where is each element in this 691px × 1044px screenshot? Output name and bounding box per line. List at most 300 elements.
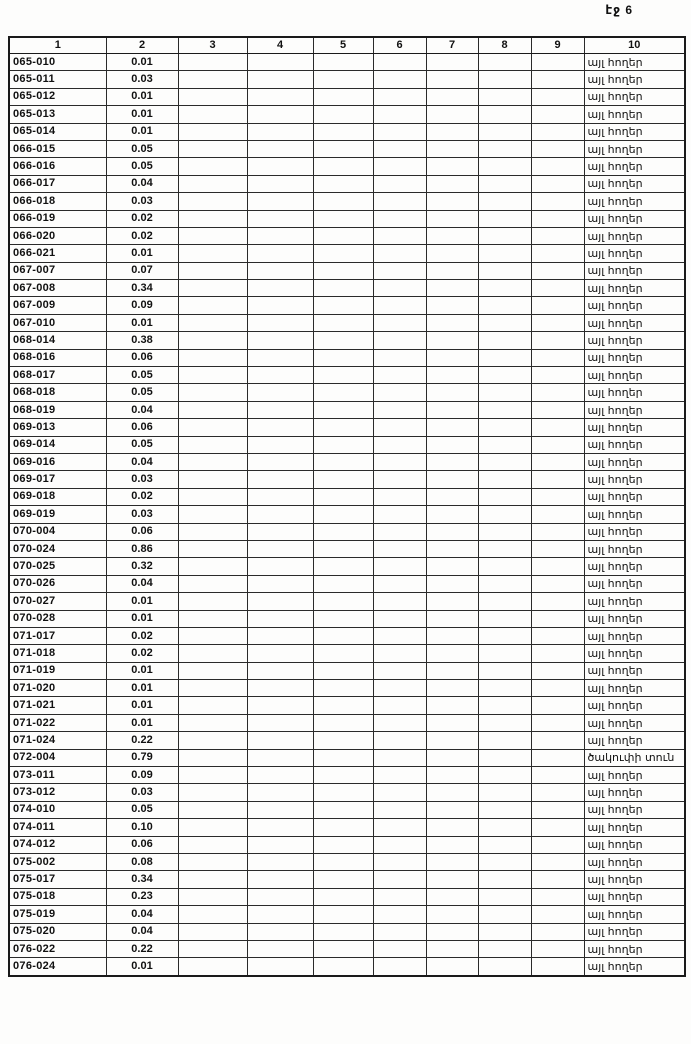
table-row	[9, 749, 685, 766]
land-type-cell: այլ հողեր	[584, 575, 685, 592]
parcel-code-cell: 068-019	[9, 401, 106, 418]
empty-cell	[426, 506, 478, 523]
empty-cell	[247, 193, 313, 210]
empty-cell	[373, 419, 426, 436]
parcel-code-cell: 071-020	[9, 680, 106, 697]
table-row	[9, 419, 685, 436]
empty-cell	[247, 106, 313, 123]
empty-cell	[247, 697, 313, 714]
table-row	[9, 680, 685, 697]
empty-cell	[478, 523, 531, 540]
empty-cell	[313, 593, 373, 610]
empty-cell	[478, 819, 531, 836]
empty-cell	[478, 280, 531, 297]
empty-cell	[478, 349, 531, 366]
empty-cell	[373, 923, 426, 940]
empty-cell	[531, 749, 584, 766]
land-type-cell: այլ հողեր	[584, 349, 685, 366]
area-value-cell: 0.05	[106, 140, 178, 157]
parcel-code-cell: 069-019	[9, 506, 106, 523]
empty-cell	[373, 54, 426, 71]
table-row	[9, 280, 685, 297]
empty-cell	[373, 158, 426, 175]
parcel-code-cell: 070-028	[9, 610, 106, 627]
empty-cell	[531, 540, 584, 557]
table-body	[9, 54, 685, 976]
table-row	[9, 645, 685, 662]
table-row	[9, 923, 685, 940]
empty-cell	[313, 280, 373, 297]
empty-cell	[478, 419, 531, 436]
empty-cell	[313, 819, 373, 836]
empty-cell	[478, 123, 531, 140]
table-row	[9, 958, 685, 976]
empty-cell	[247, 801, 313, 818]
empty-cell	[247, 280, 313, 297]
column-header-4: 4	[247, 37, 313, 54]
empty-cell	[478, 471, 531, 488]
empty-cell	[531, 575, 584, 592]
land-type-cell: այլ հողեր	[584, 680, 685, 697]
empty-cell	[426, 662, 478, 679]
empty-cell	[531, 88, 584, 105]
empty-cell	[247, 906, 313, 923]
column-header-10: 10	[584, 37, 685, 54]
empty-cell	[531, 627, 584, 644]
empty-cell	[531, 888, 584, 905]
empty-cell	[426, 193, 478, 210]
empty-cell	[373, 193, 426, 210]
table-row	[9, 106, 685, 123]
empty-cell	[178, 175, 247, 192]
empty-cell	[247, 175, 313, 192]
empty-cell	[373, 210, 426, 227]
empty-cell	[178, 262, 247, 279]
empty-cell	[531, 349, 584, 366]
empty-cell	[478, 732, 531, 749]
empty-cell	[478, 401, 531, 418]
empty-cell	[247, 714, 313, 731]
empty-cell	[178, 853, 247, 870]
empty-cell	[478, 853, 531, 870]
empty-cell	[178, 662, 247, 679]
area-value-cell: 0.04	[106, 906, 178, 923]
empty-cell	[247, 384, 313, 401]
table-row	[9, 801, 685, 818]
table-row	[9, 697, 685, 714]
empty-cell	[531, 958, 584, 976]
empty-cell	[247, 610, 313, 627]
empty-cell	[426, 280, 478, 297]
empty-cell	[313, 610, 373, 627]
empty-cell	[373, 506, 426, 523]
empty-cell	[373, 836, 426, 853]
parcel-code-cell: 066-018	[9, 193, 106, 210]
empty-cell	[313, 54, 373, 71]
empty-cell	[531, 593, 584, 610]
area-value-cell: 0.86	[106, 540, 178, 557]
empty-cell	[178, 645, 247, 662]
land-type-cell: այլ հողեր	[584, 958, 685, 976]
area-value-cell: 0.03	[106, 193, 178, 210]
empty-cell	[478, 662, 531, 679]
table-row	[9, 871, 685, 888]
area-value-cell: 0.06	[106, 836, 178, 853]
empty-cell	[478, 210, 531, 227]
area-value-cell: 0.79	[106, 749, 178, 766]
empty-cell	[313, 836, 373, 853]
land-type-cell: այլ հողեր	[584, 610, 685, 627]
table-row	[9, 471, 685, 488]
parcel-code-cell: 073-011	[9, 767, 106, 784]
empty-cell	[178, 523, 247, 540]
table-row	[9, 836, 685, 853]
empty-cell	[373, 853, 426, 870]
empty-cell	[313, 714, 373, 731]
area-value-cell: 0.01	[106, 593, 178, 610]
empty-cell	[373, 436, 426, 453]
empty-cell	[373, 767, 426, 784]
empty-cell	[478, 245, 531, 262]
empty-cell	[313, 853, 373, 870]
empty-cell	[478, 610, 531, 627]
empty-cell	[247, 627, 313, 644]
empty-cell	[313, 436, 373, 453]
land-type-cell: այլ հողեր	[584, 836, 685, 853]
land-type-cell: այլ հողեր	[584, 419, 685, 436]
empty-cell	[531, 314, 584, 331]
land-type-cell: այլ հողեր	[584, 158, 685, 175]
empty-cell	[478, 488, 531, 505]
empty-cell	[247, 54, 313, 71]
area-value-cell: 0.02	[106, 627, 178, 644]
parcel-code-cell: 076-024	[9, 958, 106, 976]
empty-cell	[478, 54, 531, 71]
table-row	[9, 853, 685, 870]
empty-cell	[478, 332, 531, 349]
empty-cell	[178, 732, 247, 749]
empty-cell	[478, 384, 531, 401]
area-value-cell: 0.05	[106, 367, 178, 384]
area-value-cell: 0.01	[106, 610, 178, 627]
area-value-cell: 0.04	[106, 453, 178, 470]
empty-cell	[478, 888, 531, 905]
empty-cell	[531, 332, 584, 349]
land-type-cell: այլ հողեր	[584, 871, 685, 888]
parcel-code-cell: 069-017	[9, 471, 106, 488]
table-row	[9, 662, 685, 679]
empty-cell	[313, 123, 373, 140]
empty-cell	[313, 175, 373, 192]
empty-cell	[178, 297, 247, 314]
column-header-8: 8	[478, 37, 531, 54]
empty-cell	[313, 575, 373, 592]
empty-cell	[313, 767, 373, 784]
empty-cell	[313, 227, 373, 244]
empty-cell	[426, 367, 478, 384]
area-value-cell: 0.03	[106, 471, 178, 488]
empty-cell	[313, 697, 373, 714]
empty-cell	[373, 297, 426, 314]
empty-cell	[373, 784, 426, 801]
empty-cell	[426, 123, 478, 140]
table-row	[9, 819, 685, 836]
empty-cell	[478, 506, 531, 523]
land-type-cell: այլ հողեր	[584, 523, 685, 540]
parcel-code-cell: 069-018	[9, 488, 106, 505]
parcel-code-cell: 067-010	[9, 314, 106, 331]
empty-cell	[426, 88, 478, 105]
empty-cell	[531, 262, 584, 279]
empty-cell	[478, 923, 531, 940]
parcel-code-cell: 065-011	[9, 71, 106, 88]
land-type-cell: այլ հողեր	[584, 853, 685, 870]
empty-cell	[478, 367, 531, 384]
empty-cell	[373, 71, 426, 88]
empty-cell	[478, 158, 531, 175]
empty-cell	[313, 732, 373, 749]
empty-cell	[247, 488, 313, 505]
land-type-cell: այլ հողեր	[584, 297, 685, 314]
empty-cell	[247, 245, 313, 262]
parcel-code-cell: 066-019	[9, 210, 106, 227]
area-value-cell: 0.04	[106, 575, 178, 592]
empty-cell	[426, 262, 478, 279]
empty-cell	[478, 297, 531, 314]
empty-cell	[531, 801, 584, 818]
parcel-code-cell: 069-016	[9, 453, 106, 470]
land-type-cell: այլ հողեր	[584, 210, 685, 227]
land-type-cell: այլ հողեր	[584, 123, 685, 140]
land-type-cell: այլ հողեր	[584, 193, 685, 210]
empty-cell	[373, 888, 426, 905]
empty-cell	[178, 958, 247, 976]
empty-cell	[531, 436, 584, 453]
empty-cell	[478, 540, 531, 557]
empty-cell	[373, 593, 426, 610]
empty-cell	[426, 836, 478, 853]
empty-cell	[426, 540, 478, 557]
land-type-cell: այլ հողեր	[584, 367, 685, 384]
empty-cell	[178, 227, 247, 244]
table-row	[9, 540, 685, 557]
empty-cell	[426, 906, 478, 923]
table-row	[9, 227, 685, 244]
empty-cell	[178, 210, 247, 227]
area-value-cell: 0.01	[106, 314, 178, 331]
parcel-code-cell: 069-013	[9, 419, 106, 436]
land-type-cell: այլ հողեր	[584, 732, 685, 749]
parcel-code-cell: 071-017	[9, 627, 106, 644]
empty-cell	[426, 940, 478, 957]
empty-cell	[531, 384, 584, 401]
empty-cell	[313, 523, 373, 540]
parcel-code-cell: 066-016	[9, 158, 106, 175]
table-row	[9, 175, 685, 192]
empty-cell	[478, 680, 531, 697]
empty-cell	[313, 871, 373, 888]
empty-cell	[247, 749, 313, 766]
empty-cell	[178, 488, 247, 505]
table-row	[9, 906, 685, 923]
land-type-cell: այլ հողեր	[584, 697, 685, 714]
parcel-code-cell: 071-022	[9, 714, 106, 731]
table-row	[9, 506, 685, 523]
land-type-cell: այլ հողեր	[584, 314, 685, 331]
empty-cell	[426, 419, 478, 436]
table-row	[9, 158, 685, 175]
parcel-code-cell: 065-012	[9, 88, 106, 105]
empty-cell	[313, 958, 373, 976]
empty-cell	[531, 123, 584, 140]
land-type-cell: այլ հողեր	[584, 888, 685, 905]
empty-cell	[247, 227, 313, 244]
empty-cell	[478, 714, 531, 731]
area-value-cell: 0.08	[106, 853, 178, 870]
empty-cell	[478, 193, 531, 210]
empty-cell	[313, 349, 373, 366]
empty-cell	[531, 836, 584, 853]
empty-cell	[178, 627, 247, 644]
empty-cell	[373, 540, 426, 557]
empty-cell	[426, 575, 478, 592]
empty-cell	[426, 71, 478, 88]
empty-cell	[313, 384, 373, 401]
empty-cell	[531, 367, 584, 384]
empty-cell	[373, 106, 426, 123]
empty-cell	[373, 645, 426, 662]
empty-cell	[178, 871, 247, 888]
empty-cell	[178, 819, 247, 836]
parcel-code-cell: 074-012	[9, 836, 106, 853]
land-type-cell: այլ հողեր	[584, 54, 685, 71]
empty-cell	[373, 662, 426, 679]
empty-cell	[178, 384, 247, 401]
land-type-cell: այլ հողեր	[584, 71, 685, 88]
empty-cell	[178, 940, 247, 957]
empty-cell	[373, 801, 426, 818]
empty-cell	[313, 158, 373, 175]
empty-cell	[373, 749, 426, 766]
empty-cell	[531, 732, 584, 749]
area-value-cell: 0.06	[106, 523, 178, 540]
empty-cell	[531, 419, 584, 436]
empty-cell	[478, 767, 531, 784]
area-value-cell: 0.04	[106, 401, 178, 418]
empty-cell	[247, 123, 313, 140]
empty-cell	[313, 940, 373, 957]
table-row	[9, 575, 685, 592]
area-value-cell: 0.04	[106, 175, 178, 192]
empty-cell	[313, 88, 373, 105]
empty-cell	[313, 106, 373, 123]
empty-cell	[426, 314, 478, 331]
parcel-code-cell: 068-018	[9, 384, 106, 401]
empty-cell	[478, 906, 531, 923]
empty-cell	[247, 349, 313, 366]
empty-cell	[313, 419, 373, 436]
parcel-code-cell: 074-011	[9, 819, 106, 836]
area-value-cell: 0.07	[106, 262, 178, 279]
empty-cell	[531, 819, 584, 836]
land-type-cell: այլ հողեր	[584, 801, 685, 818]
parcel-code-cell: 066-015	[9, 140, 106, 157]
empty-cell	[178, 610, 247, 627]
empty-cell	[373, 940, 426, 957]
empty-cell	[247, 853, 313, 870]
table-row	[9, 784, 685, 801]
empty-cell	[426, 106, 478, 123]
parcel-code-cell: 075-002	[9, 853, 106, 870]
table-row	[9, 627, 685, 644]
empty-cell	[178, 245, 247, 262]
table-row	[9, 436, 685, 453]
empty-cell	[247, 645, 313, 662]
empty-cell	[247, 314, 313, 331]
empty-cell	[373, 401, 426, 418]
area-value-cell: 0.10	[106, 819, 178, 836]
empty-cell	[531, 297, 584, 314]
table-row	[9, 123, 685, 140]
empty-cell	[247, 923, 313, 940]
empty-cell	[426, 558, 478, 575]
land-type-cell: այլ հողեր	[584, 784, 685, 801]
land-type-cell: այլ հողեր	[584, 332, 685, 349]
empty-cell	[426, 384, 478, 401]
empty-cell	[478, 645, 531, 662]
area-value-cell: 0.05	[106, 158, 178, 175]
page-number-label: էջ 6	[605, 3, 633, 17]
empty-cell	[178, 54, 247, 71]
empty-cell	[313, 262, 373, 279]
empty-cell	[478, 314, 531, 331]
parcel-code-cell: 068-014	[9, 332, 106, 349]
table-row	[9, 367, 685, 384]
empty-cell	[313, 627, 373, 644]
empty-cell	[373, 575, 426, 592]
column-header-9: 9	[531, 37, 584, 54]
empty-cell	[178, 140, 247, 157]
empty-cell	[478, 593, 531, 610]
area-value-cell: 0.01	[106, 106, 178, 123]
empty-cell	[373, 384, 426, 401]
empty-cell	[247, 367, 313, 384]
table-row	[9, 88, 685, 105]
empty-cell	[531, 401, 584, 418]
land-type-cell: այլ հողեր	[584, 627, 685, 644]
area-value-cell: 0.22	[106, 940, 178, 957]
empty-cell	[247, 575, 313, 592]
empty-cell	[178, 158, 247, 175]
empty-cell	[531, 193, 584, 210]
empty-cell	[313, 662, 373, 679]
empty-cell	[373, 88, 426, 105]
empty-cell	[426, 175, 478, 192]
empty-cell	[531, 906, 584, 923]
empty-cell	[178, 123, 247, 140]
parcel-code-cell: 067-007	[9, 262, 106, 279]
empty-cell	[178, 680, 247, 697]
empty-cell	[313, 801, 373, 818]
empty-cell	[178, 471, 247, 488]
table-row	[9, 610, 685, 627]
empty-cell	[531, 54, 584, 71]
empty-cell	[478, 453, 531, 470]
empty-cell	[247, 453, 313, 470]
empty-cell	[247, 540, 313, 557]
area-value-cell: 0.01	[106, 123, 178, 140]
area-value-cell: 0.04	[106, 923, 178, 940]
